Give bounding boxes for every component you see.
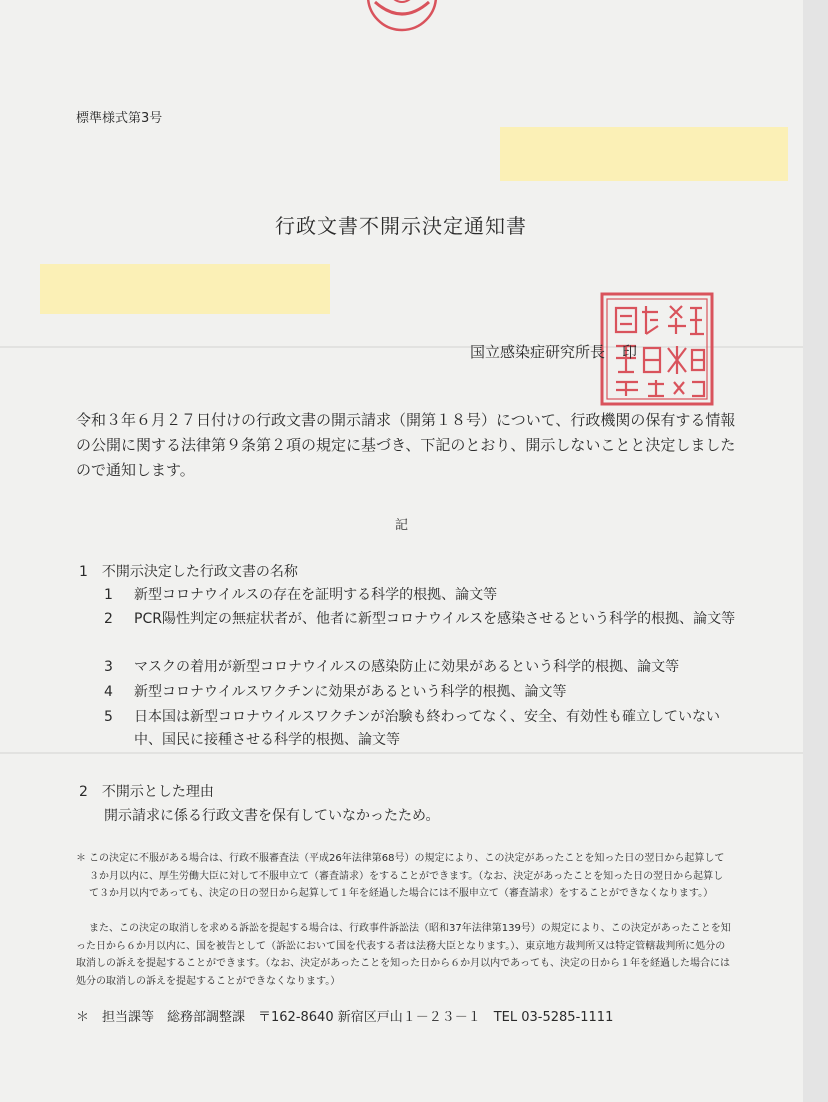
- scan-edge: [803, 0, 828, 1102]
- ki-heading: 記: [395, 518, 409, 533]
- item-text: 日本国は新型コロナウイルスワクチンが治験も終わってなく、安全、有効性も確立していない中、国民に接種させる科学的根拠、論文等: [134, 709, 721, 748]
- item-text: 新型コロナウイルスの存在を証明する科学的根拠、論文等: [134, 587, 498, 603]
- document-title: 行政文書不開示決定通知書: [275, 214, 527, 238]
- form-number: 標準様式第3号: [76, 111, 163, 126]
- item-number: 3: [104, 659, 113, 675]
- note-paragraph: また、この決定の取消しを求める訴訟を提起する場合は、行政事件訴訟法（昭和37年法律第139号）の規定により、この決定があったことを知った日から６か月以内に、国を被告として（訴訟において国を代表する者は法務大臣となります。）、東京地方裁判所又は特定管轄裁判所に処分の取消しの訴えを提起することができます。（なお、決定があったことを知った日から６か月以内であっても、決定の日から１年を経過した場合には処分の取消しの訴えを提起することができなくなります。）: [76, 923, 731, 987]
- item-text: 新型コロナウイルスワクチンに効果があるという科学的根拠、論文等: [134, 684, 567, 700]
- note-marker: ＊: [76, 853, 86, 864]
- item-number: 4: [104, 684, 113, 700]
- section2-heading: 2 不開示とした理由: [79, 784, 214, 800]
- redaction-box: [40, 264, 330, 314]
- fold-line: [0, 752, 803, 754]
- body-paragraph: 令和３年６月２７日付けの行政文書の開示請求（開第１８号）について、行政機関の保有する情報の公開に関する法律第９条第２項の規定に基づき、下記のとおり、開示しないことと決定しましたので通知します。: [76, 411, 736, 479]
- item-number: 1: [104, 587, 113, 603]
- top-seal-stamp: [365, 0, 439, 36]
- seal-mark: 印: [622, 343, 638, 361]
- section1-heading: 1 不開示決定した行政文書の名称: [79, 564, 298, 580]
- item-text: マスクの着用が新型コロナウイルスの感染防止に効果があるという科学的根拠、論文等: [134, 659, 680, 675]
- item-number: 5: [104, 709, 113, 725]
- redaction-box: [500, 127, 788, 181]
- issuer-name: 国立感染症研究所長: [470, 343, 606, 361]
- item-text: PCR陽性判定の無症状者が、他者に新型コロナウイルスを感染させるという科学的根拠、論文等: [134, 611, 736, 627]
- note-paragraph: この決定に不服がある場合は、行政不服審査法（平成26年法律第68号）の規定により、この決定があったことを知った日の翌日から起算して３か月以内に、厚生労働大臣に対して不服申立て（審査請求）をすることができます。（なお、決定があったことを知った日の翌日から起算して３か月以内であっても、決定の日の翌日から起算して１年を経過した場合には不服申立て（審査請求）をすることができなくなります。）: [89, 853, 725, 899]
- official-seal-stamp: [598, 290, 716, 408]
- reason-text: 開示請求に係る行政文書を保有していなかったため。: [104, 808, 440, 824]
- item-number: 2: [104, 611, 113, 627]
- contact-line: ＊ 担当課等 総務部調整課 〒162-8640 新宿区戸山１－２３－１ TEL 03-5285-1111: [76, 1010, 614, 1025]
